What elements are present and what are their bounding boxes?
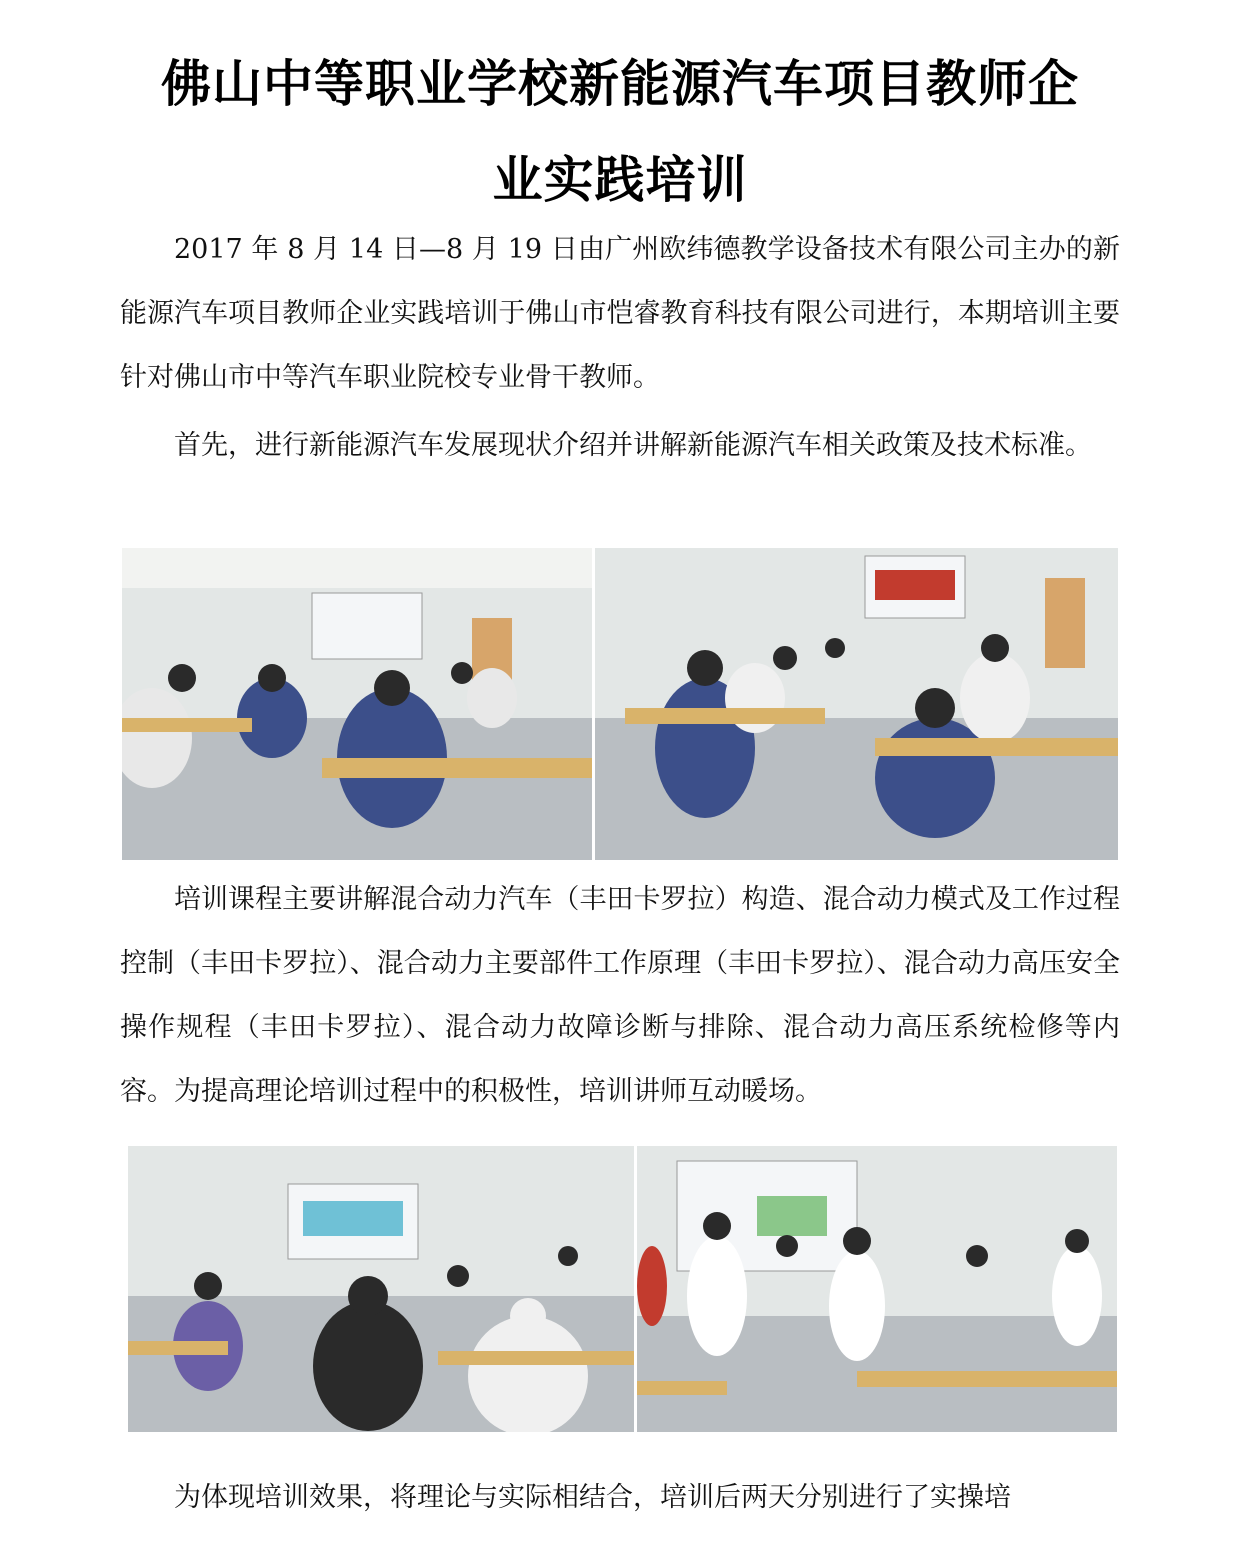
photo-classroom-training-left — [128, 1146, 634, 1432]
photo-classroom-lecture-left — [122, 548, 592, 860]
paragraph-practical: 为体现培训效果，将理论与实际相结合，培训后两天分别进行了实操培 — [174, 1482, 1011, 1513]
paragraph-intro: 2017 年 8 月 14 日—8 月 19 日由广州欧纬德教学设备技术有限公司主办的新能源汽车项目教师企业实践培训于佛山市恺睿教育科技有限公司进行，本期培训主要针对佛山市中等汽车职业院校专业骨干教师。 — [120, 234, 1120, 393]
paragraph-course-content: 培训课程主要讲解混合动力汽车（丰田卡罗拉）构造、混合动力模式及工作过程控制（丰田卡罗拉）、混合动力主要部件工作原理（丰田卡罗拉）、混合动力高压安全操作规程（丰田卡罗拉）、混合动力故障诊断与排除、混合动力高压系统检修等内容。为提高理论培训过程中的积极性，培训讲师互动暖场。 — [120, 884, 1120, 1107]
photo-classroom-warmup-right — [637, 1146, 1117, 1432]
document-title-line-2: 业实践培训 — [492, 151, 748, 209]
paragraph-policy: 首先，进行新能源汽车发展现状介绍并讲解新能源汽车相关政策及技术标准。 — [174, 430, 1092, 461]
photo-classroom-lecture-right — [595, 548, 1118, 860]
document-title-line-1: 佛山中等职业学校新能源汽车项目教师企 — [161, 55, 1079, 113]
